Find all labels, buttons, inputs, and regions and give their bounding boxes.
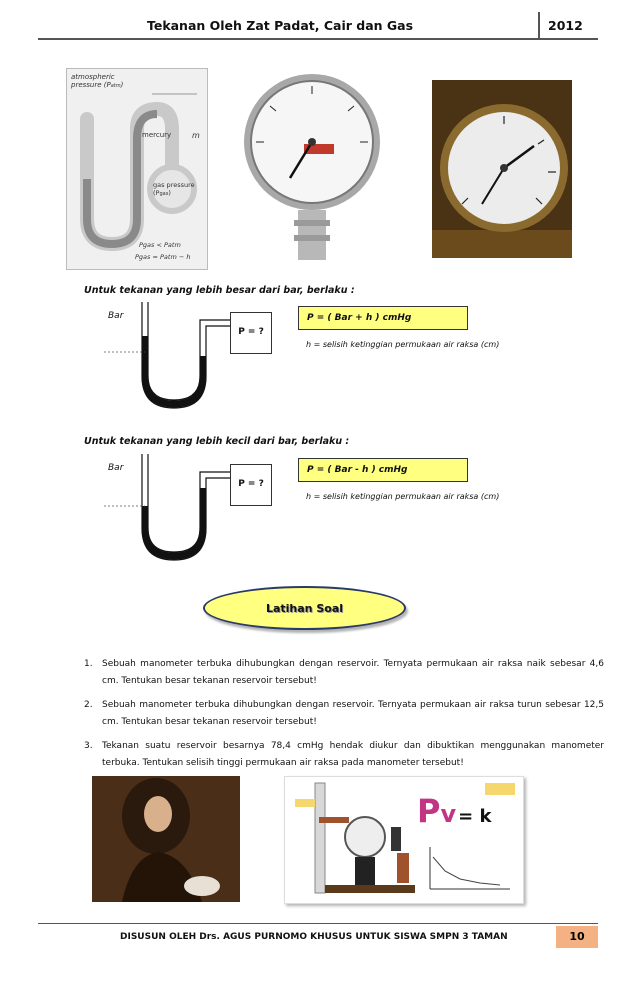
question-1-text: Sebuah manometer terbuka dihubungkan dengan reservoir. Ternyata permukaan air raksa naik sebesar 4,6 cm. Tentukan besar tekanan reservoir tersebut!: [102, 659, 604, 686]
section1-p-label: P = ?: [238, 327, 264, 337]
atm-pressure-sub: atm: [110, 83, 121, 89]
section1-p-box: [230, 312, 272, 354]
boyle-eq: = k: [458, 806, 492, 827]
question-2-number: 2.: [84, 700, 93, 710]
question-2-text: Sebuah manometer terbuka dihubungkan dengan reservoir. Ternyata permukaan air raksa turun sebesar 12,5 cm. Tentukan besar tekanan reservoir tersebut!: [102, 700, 604, 727]
section1-bar-label: Bar: [108, 311, 124, 321]
question-3-text: Tekanan suatu reservoir besarnya 78,4 cmHg hendak diukur dan dibuktikan menggunakan manometer terbuka. Tentukan selisih tinggi permukaan air raksa pada manometer tersebut!: [102, 741, 604, 768]
gas-pressure-sub: gas: [159, 191, 169, 197]
equation-1: Pgas < Patm: [139, 241, 181, 249]
boyle-p: P: [417, 792, 441, 830]
manometer-diagram-image: atmospheric pressure (Patm) mercury m gas pressure (Pgas) Pgas < Patm Pgas = Patm − h: [66, 68, 208, 270]
section2-p-box: [230, 464, 272, 506]
section2-p-label: P = ?: [238, 479, 264, 489]
section2-note: h = selisih ketinggian permukaan air raksa (cm): [306, 492, 500, 501]
footer-author: DISUSUN OLEH Drs. AGUS PURNOMO KHUSUS UNTUK SISWA SMPN 3 TAMAN: [120, 932, 508, 942]
section1-title: Untuk tekanan yang lebih besar dari bar, berlaku :: [84, 285, 355, 296]
header-rule: [38, 38, 598, 40]
boyle-v: v: [440, 800, 457, 828]
brass-gauge-photo: [432, 80, 572, 258]
question-1-number: 1.: [84, 659, 93, 669]
header-separator: [538, 12, 540, 38]
section2-title: Untuk tekanan yang lebih kecil dari bar, berlaku :: [84, 436, 350, 447]
exercise-title: Latihan Soal: [265, 601, 344, 615]
question-3-number: 3.: [84, 741, 93, 751]
section1-formula-box: P = ( Bar + h ) cmHg: [298, 306, 468, 330]
section2-formula-box: P = ( Bar - h ) cmHg: [298, 458, 468, 482]
section1-note: h = selisih ketinggian permukaan air raksa (cm): [306, 340, 500, 349]
atm-pressure-label: atmospheric pressure (P: [71, 73, 115, 89]
boyle-law-diagram: [284, 776, 524, 904]
question-2: [84, 697, 604, 731]
footer-rule: [38, 923, 598, 924]
section2-bar-label: Bar: [108, 463, 124, 473]
question-3: [84, 738, 604, 772]
boyle-portrait-photo: [92, 776, 240, 902]
page-number: 10: [556, 926, 598, 948]
header-year: 2012: [548, 18, 583, 33]
mercury-label: mercury: [142, 131, 172, 139]
gas-pressure-label: gas pressure (P: [153, 181, 195, 197]
equation-2: Pgas = Patm − h: [135, 253, 191, 261]
dwyer-gauge-photo: [242, 70, 382, 262]
exercise-title-banner: [203, 586, 406, 630]
question-1: [84, 656, 604, 690]
page-header-title: Tekanan Oleh Zat Padat, Cair dan Gas: [146, 18, 414, 33]
h-label: m: [192, 131, 200, 140]
